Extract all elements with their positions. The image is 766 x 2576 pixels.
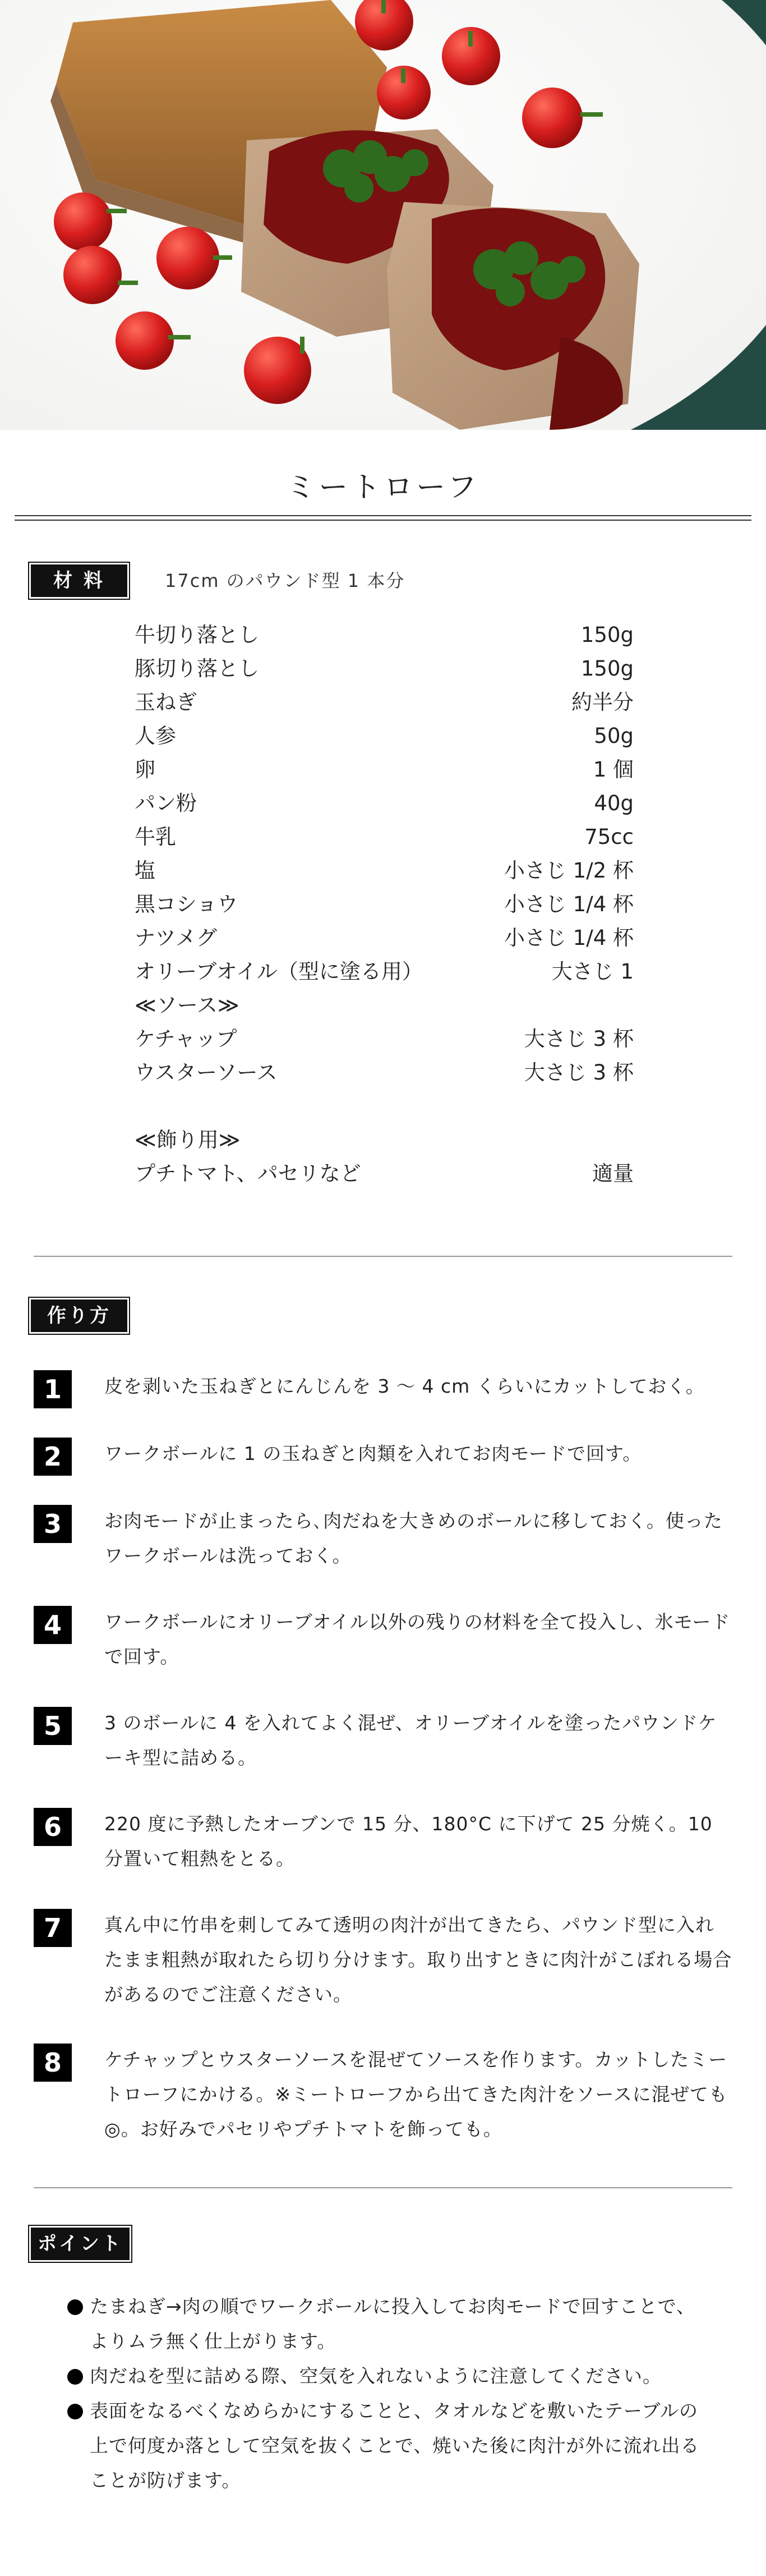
step-number: 6: [34, 1808, 72, 1846]
ingredient-list: [135, 618, 634, 1191]
ingredient-row: [135, 1157, 634, 1191]
ingredient-row: [135, 854, 634, 888]
method-label: 作り方: [31, 1300, 127, 1332]
ingredient-qty: 1 個: [593, 757, 634, 782]
ingredient-name: 豚切り落とし: [135, 656, 259, 681]
step-number: 1: [34, 1370, 72, 1408]
ingredient-row: [135, 1022, 634, 1056]
ingredient-qty: 小さじ 1/2 杯: [504, 858, 634, 883]
ingredient-name: パン粉: [135, 791, 197, 815]
ingredient-qty: 約半分: [571, 690, 634, 714]
sauce-heading-row: [135, 989, 634, 1022]
section-divider: [34, 1256, 732, 1257]
title-divider-top: [15, 515, 751, 516]
ingredient-name: オリーブオイル（型に塗る用）: [135, 959, 423, 984]
step-number: 5: [34, 1707, 72, 1745]
ingredient-row: [135, 888, 634, 921]
step-number: 2: [34, 1438, 72, 1476]
ingredient-qty: 150g: [580, 656, 634, 681]
step-number: 8: [34, 2044, 72, 2082]
title-divider-bottom: [15, 520, 751, 521]
ingredient-qty: 大さじ 3 杯: [524, 1027, 634, 1051]
section-divider: [34, 2187, 732, 2188]
step-text: ワークボールにオリーブオイル以外の残りの材料を全て投入し、氷モードで回す。: [104, 1611, 731, 1668]
step-text: 皮を剥いた玉ねぎとにんじんを 3 ～ 4 cm くらいにカットしておく。: [104, 1375, 705, 1397]
ingredient-name: 玉ねぎ: [135, 690, 197, 714]
ingredient-row: [135, 652, 634, 686]
tip-text: たまねぎ→肉の順でワークボールに投入してお肉モードで回すことで、よりムラ無く仕上がります。: [90, 2295, 696, 2352]
ingredient-row: [135, 686, 634, 719]
ingredient-name: 人参: [135, 724, 176, 748]
ingredient-name: 塩: [135, 858, 155, 883]
step-text: ワークボールに 1 の玉ねぎと肉類を入れてお肉モードで回す。: [104, 1443, 642, 1464]
ingredient-row: [135, 787, 634, 820]
tip-item: [67, 2359, 701, 2394]
ingredient-name: ナツメグ: [135, 926, 217, 950]
ingredient-row: [135, 753, 634, 787]
step-number: 4: [34, 1606, 72, 1644]
ingredient-name: 黒コショウ: [135, 892, 238, 916]
ingredients-label: 材 料: [31, 564, 127, 597]
tips-list: [67, 2289, 701, 2498]
step-text: 真ん中に竹串を刺してみて透明の肉汁が出てきたら、パウンド型に入れたまま粗熱が取れたら切り分けます。取り出すときに肉汁がこぼれる場合があるのでご注意ください。: [104, 1914, 732, 2005]
tip-text: 表面をなるべくなめらかにすることと、タオルなどを敷いたテーブルの上で何度か落として空気を抜くことで、焼いた後に肉汁が外に流れ出ることが防げます。: [90, 2400, 700, 2491]
ingredient-name: ウスターソース: [135, 1060, 278, 1085]
ingredient-name: 牛切り落とし: [135, 623, 259, 647]
tips-label: ポイント: [31, 2228, 130, 2260]
ingredient-row: [135, 820, 634, 854]
bullet-icon: [67, 2404, 83, 2419]
step-text: お肉モードが止まったら､肉だねを大きめのボールに移しておく。使ったワークボールは洗っておく。: [104, 1510, 723, 1567]
ingredient-qty: 150g: [580, 623, 634, 647]
ingredient-qty: 40g: [594, 791, 634, 815]
spacer: [135, 1090, 634, 1123]
ingredient-qty: 大さじ 1: [551, 959, 634, 984]
garnish-heading-row: [135, 1123, 634, 1157]
tip-text: 肉だねを型に詰める際、空気を入れないように注意してください。: [90, 2365, 662, 2387]
page-title: ミートローフ: [286, 471, 480, 504]
ingredient-row: [135, 1056, 634, 1090]
step-number: 3: [34, 1505, 72, 1543]
ingredient-row: [135, 618, 634, 652]
ingredient-qty: 小さじ 1/4 杯: [504, 892, 634, 916]
ingredient-name: 牛乳: [135, 825, 176, 849]
garnish-heading: ≪飾り用≫: [135, 1128, 241, 1152]
ingredient-name: プチトマト、パセリなど: [135, 1161, 361, 1186]
meatloaf-slice-2: [387, 202, 639, 430]
serving-size: 17cm のパウンド型 1 本分: [165, 570, 405, 591]
ingredient-qty: 50g: [594, 724, 634, 748]
step-text: 3 のボールに 4 を入れてよく混ぜ、オリーブオイルを塗ったパウンドケーキ型に詰める。: [104, 1712, 717, 1769]
step-number: 7: [34, 1909, 72, 1947]
step-text: 220 度に予熱したオーブンで 15 分、180°C に下げて 25 分焼く。10 分置いて粗熱をとる。: [104, 1813, 713, 1870]
ingredient-name: 卵: [135, 757, 155, 782]
ingredient-qty: 75cc: [584, 825, 634, 849]
meatloaf-illustration: [0, 0, 766, 430]
hero-photo: [0, 0, 766, 430]
ingredient-row: [135, 719, 634, 753]
sauce-heading: ≪ソース≫: [135, 993, 239, 1017]
ingredient-row: [135, 955, 634, 989]
tip-item: [67, 2289, 701, 2359]
bullet-icon: [67, 2299, 83, 2315]
ingredient-row: [135, 921, 634, 955]
tip-item: [67, 2394, 701, 2498]
ingredient-qty: 大さじ 3 杯: [524, 1060, 634, 1085]
step-text: ケチャップとウスターソースを混ぜてソースを作ります。カットしたミートローフにかける。※ミートローフから出てきた肉汁をソースに混ぜても◎。お好みでパセリやプチトマトを飾っても。: [104, 2049, 728, 2140]
ingredient-name: ケチャップ: [135, 1027, 237, 1051]
ingredient-qty: 小さじ 1/4 杯: [504, 926, 634, 950]
bullet-icon: [67, 2369, 83, 2385]
ingredient-qty: 適量: [592, 1161, 634, 1186]
